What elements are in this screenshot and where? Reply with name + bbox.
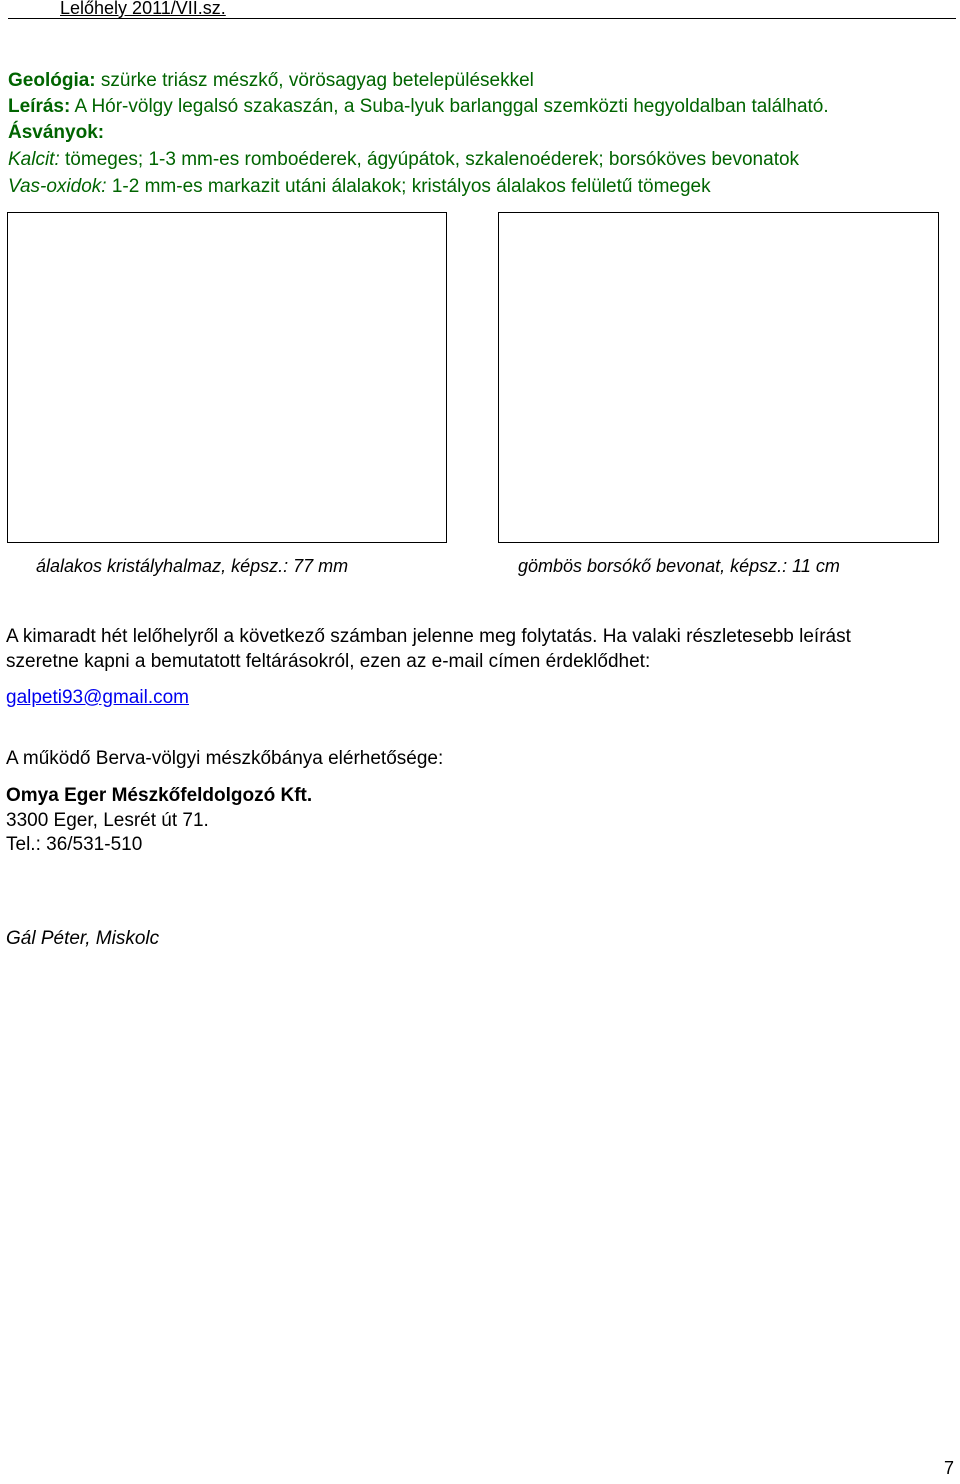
body-paragraph-line2: szeretne kapni a bemutatott feltárásokról, ezen az e-mail címen érdeklődhet: bbox=[6, 651, 651, 672]
minerals-heading: Ásványok: bbox=[8, 122, 105, 143]
photo-left-caption: álalakos kristályhalmaz, képsz.: 77 mm bbox=[36, 556, 349, 576]
photo-right-caption: gömbös borsókő bevonat, képsz.: 11 cm bbox=[518, 556, 840, 576]
header-title: Lelőhely 2011/VII.sz. bbox=[60, 0, 226, 18]
geology-text: szürke triász mészkő, vörösagyag betelepülésekkel bbox=[95, 70, 534, 91]
photo-right-placeholder bbox=[498, 212, 939, 543]
quarry-intro: A működő Berva-völgyi mészkőbánya elérhetősége: bbox=[6, 748, 444, 769]
description-label: Leírás: bbox=[8, 96, 71, 117]
calcite-text: tömeges; 1-3 mm-es romboéderek, ágyúpátok, szkalenoéderek; borsóköves bevonatok bbox=[59, 149, 800, 170]
calcite-label: Kalcit: bbox=[8, 149, 60, 170]
description-line bbox=[8, 96, 829, 118]
ironoxide-label: Vas-oxidok: bbox=[8, 176, 107, 197]
company-name: Omya Eger Mészkőfeldolgozó Kft. bbox=[6, 785, 313, 806]
page-number: 7 bbox=[943, 1458, 954, 1478]
company-phone: Tel.: 36/531-510 bbox=[6, 834, 143, 855]
geology-label: Geológia: bbox=[8, 70, 96, 91]
ironoxide-text: 1-2 mm-es markazit utáni álalakok; kristályos álalakos felületű tömegek bbox=[106, 176, 711, 197]
calcite-line bbox=[8, 149, 799, 171]
geology-line bbox=[8, 70, 534, 92]
author-signature: Gál Péter, Miskolc bbox=[6, 928, 160, 949]
email-link[interactable]: galpeti93@gmail.com bbox=[6, 687, 189, 708]
ironoxide-line bbox=[8, 176, 711, 198]
photo-left-placeholder bbox=[7, 212, 447, 543]
body-paragraph-line1: A kimaradt hét lelőhelyről a következő számban jelenne meg folytatás. Ha valaki részletesebb leírást bbox=[6, 626, 851, 647]
description-text: A Hór-völgy legalsó szakaszán, a Suba-lyuk barlanggal szemközti hegyoldalban található. bbox=[70, 96, 829, 117]
company-address: 3300 Eger, Lesrét út 71. bbox=[6, 810, 209, 831]
